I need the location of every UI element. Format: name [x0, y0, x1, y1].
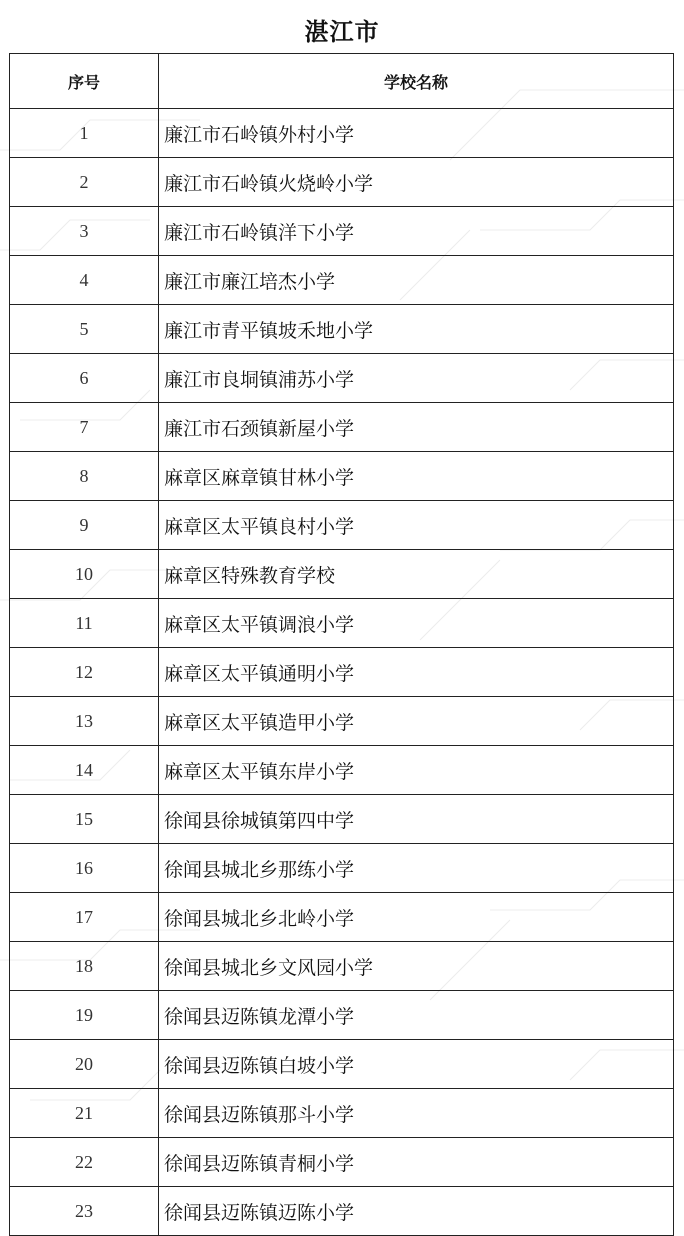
- school-name: 麻章区太平镇良村小学: [159, 501, 674, 550]
- table-row: [10, 1138, 674, 1187]
- row-number: 16: [10, 844, 159, 893]
- table-row: [10, 550, 674, 599]
- school-name: 徐闻县迈陈镇青桐小学: [159, 1138, 674, 1187]
- table-row: [10, 452, 674, 501]
- row-number: 12: [10, 648, 159, 697]
- column-header-number: 序号: [10, 54, 159, 109]
- table-row: [10, 158, 674, 207]
- row-number: 23: [10, 1187, 159, 1236]
- row-number: 22: [10, 1138, 159, 1187]
- row-number: 17: [10, 893, 159, 942]
- table-row: [10, 844, 674, 893]
- row-number: 6: [10, 354, 159, 403]
- school-name: 麻章区太平镇通明小学: [159, 648, 674, 697]
- table-row: [10, 991, 674, 1040]
- school-name: 廉江市廉江培杰小学: [159, 256, 674, 305]
- table-row: [10, 1089, 674, 1138]
- row-number: 19: [10, 991, 159, 1040]
- table-row: [10, 648, 674, 697]
- school-table: [9, 53, 674, 1236]
- table-row: [10, 795, 674, 844]
- school-name: 廉江市石颈镇新屋小学: [159, 403, 674, 452]
- row-number: 9: [10, 501, 159, 550]
- table-row: [10, 256, 674, 305]
- school-name: 廉江市石岭镇火烧岭小学: [159, 158, 674, 207]
- table-header-row: [10, 54, 674, 109]
- school-name: 徐闻县城北乡北岭小学: [159, 893, 674, 942]
- table-row: [10, 697, 674, 746]
- table-row: [10, 942, 674, 991]
- school-name: 徐闻县迈陈镇迈陈小学: [159, 1187, 674, 1236]
- school-name: 麻章区特殊教育学校: [159, 550, 674, 599]
- row-number: 1: [10, 109, 159, 158]
- school-name: 徐闻县迈陈镇白坡小学: [159, 1040, 674, 1089]
- school-name: 麻章区太平镇东岸小学: [159, 746, 674, 795]
- school-name: 廉江市良垌镇浦苏小学: [159, 354, 674, 403]
- table-row: [10, 1187, 674, 1236]
- row-number: 18: [10, 942, 159, 991]
- row-number: 2: [10, 158, 159, 207]
- row-number: 21: [10, 1089, 159, 1138]
- row-number: 7: [10, 403, 159, 452]
- school-name: 廉江市石岭镇外村小学: [159, 109, 674, 158]
- school-name: 徐闻县迈陈镇龙潭小学: [159, 991, 674, 1040]
- row-number: 3: [10, 207, 159, 256]
- row-number: 14: [10, 746, 159, 795]
- row-number: 4: [10, 256, 159, 305]
- table-row: [10, 403, 674, 452]
- table-row: [10, 501, 674, 550]
- school-name: 廉江市青平镇坡禾地小学: [159, 305, 674, 354]
- row-number: 13: [10, 697, 159, 746]
- school-name: 廉江市石岭镇洋下小学: [159, 207, 674, 256]
- row-number: 8: [10, 452, 159, 501]
- table-row: [10, 207, 674, 256]
- table-row: [10, 305, 674, 354]
- school-name: 麻章区太平镇造甲小学: [159, 697, 674, 746]
- table-row: [10, 109, 674, 158]
- school-name: 徐闻县城北乡文风园小学: [159, 942, 674, 991]
- school-name: 麻章区麻章镇甘林小学: [159, 452, 674, 501]
- table-row: [10, 746, 674, 795]
- table-row: [10, 1040, 674, 1089]
- table-row: [10, 893, 674, 942]
- row-number: 5: [10, 305, 159, 354]
- table-row: [10, 354, 674, 403]
- row-number: 20: [10, 1040, 159, 1089]
- school-name: 徐闻县城北乡那练小学: [159, 844, 674, 893]
- school-name: 麻章区太平镇调浪小学: [159, 599, 674, 648]
- row-number: 10: [10, 550, 159, 599]
- school-name: 徐闻县迈陈镇那斗小学: [159, 1089, 674, 1138]
- table-body: [10, 109, 674, 1236]
- table-row: [10, 599, 674, 648]
- school-name: 徐闻县徐城镇第四中学: [159, 795, 674, 844]
- row-number: 11: [10, 599, 159, 648]
- column-header-school-name: 学校名称: [159, 54, 674, 109]
- row-number: 15: [10, 795, 159, 844]
- page-title: 湛江市: [304, 17, 380, 46]
